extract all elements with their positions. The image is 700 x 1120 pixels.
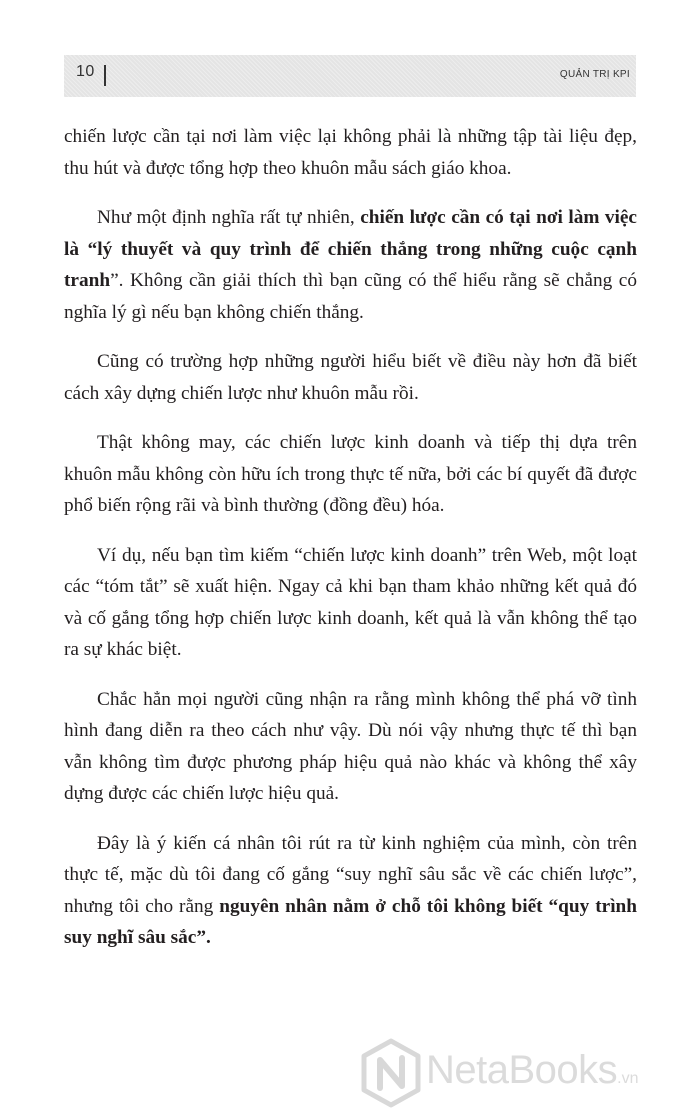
paragraph-2: Như một định nghĩa rất tự nhiên, chiến lược cần có tại nơi làm việc là “lý thuyết và quy trình để chiến thắng trong những cuộc cạnh tranh”. Không cần giải thích thì bạn cũng có thể hiểu rằng sẽ chẳng có nghĩa lý gì nếu bạn không chiến thắng. bbox=[64, 207, 637, 323]
page-number: 10 bbox=[76, 63, 95, 80]
running-title: QUẢN TRỊ KPI bbox=[559, 69, 630, 80]
paragraph-6: Chắc hẳn mọi người cũng nhận ra rằng mình không thể phá vỡ tình hình đang diễn ra theo cách như vậy. Dù nói vậy nhưng thực tế thì bạn vẫn không tìm được phương pháp hiệu quả nào khác và không thể xây dựng được các chiến lược hiệu quả. bbox=[64, 688, 637, 804]
running-header bbox=[64, 55, 636, 97]
paragraph-1: chiến lược cần tại nơi làm việc lại không phải là những tập tài liệu đẹp, thu hút và được tổng hợp theo khuôn mẫu sách giáo khoa. bbox=[64, 126, 637, 179]
paragraph-4: Thật không may, các chiến lược kinh doanh và tiếp thị dựa trên khuôn mẫu không còn hữu ích trong thực tế nữa, bởi các bí quyết đã được phổ biến rộng rãi và bình thường (đồng đều) hóa. bbox=[64, 432, 637, 516]
header-divider bbox=[104, 65, 106, 86]
emphasis-root-cause: nguyên nhân nằm ở chỗ tôi không biết “quy trình suy nghĩ sâu sắc”. bbox=[64, 895, 637, 948]
watermark bbox=[360, 1038, 690, 1108]
paragraph-3: Cũng có trường hợp những người hiểu biết về điều này hơn đã biết cách xây dựng chiến lược như khuôn mẫu rồi. bbox=[64, 351, 637, 404]
emphasis-strategy-definition: chiến lược cần có tại nơi làm việc là “lý thuyết và quy trình để chiến thắng trong những cuộc cạnh tranh bbox=[64, 207, 637, 291]
watermark-text: NetaBooks.vn bbox=[426, 1048, 639, 1092]
netabooks-logo-icon bbox=[360, 1038, 422, 1108]
paragraph-5: Ví dụ, nếu bạn tìm kiếm “chiến lược kinh doanh” trên Web, một loạt các “tóm tắt” sẽ xuất hiện. Ngay cả khi bạn tham khảo những kết quả đó và cố gắng tổng hợp chiến lược kinh doanh, kết quả là vẫn không thể tạo ra sự khác biệt. bbox=[64, 544, 637, 660]
body-text bbox=[64, 121, 637, 972]
paragraph-7: Đây là ý kiến cá nhân tôi rút ra từ kinh nghiệm của mình, còn trên thực tế, mặc dù tôi đang cố gắng “suy nghĩ sâu sắc về các chiến lược”, nhưng tôi cho rằng nguyên nhân nằm ở chỗ tôi không biết “quy trình suy nghĩ sâu sắc”. bbox=[64, 832, 637, 948]
